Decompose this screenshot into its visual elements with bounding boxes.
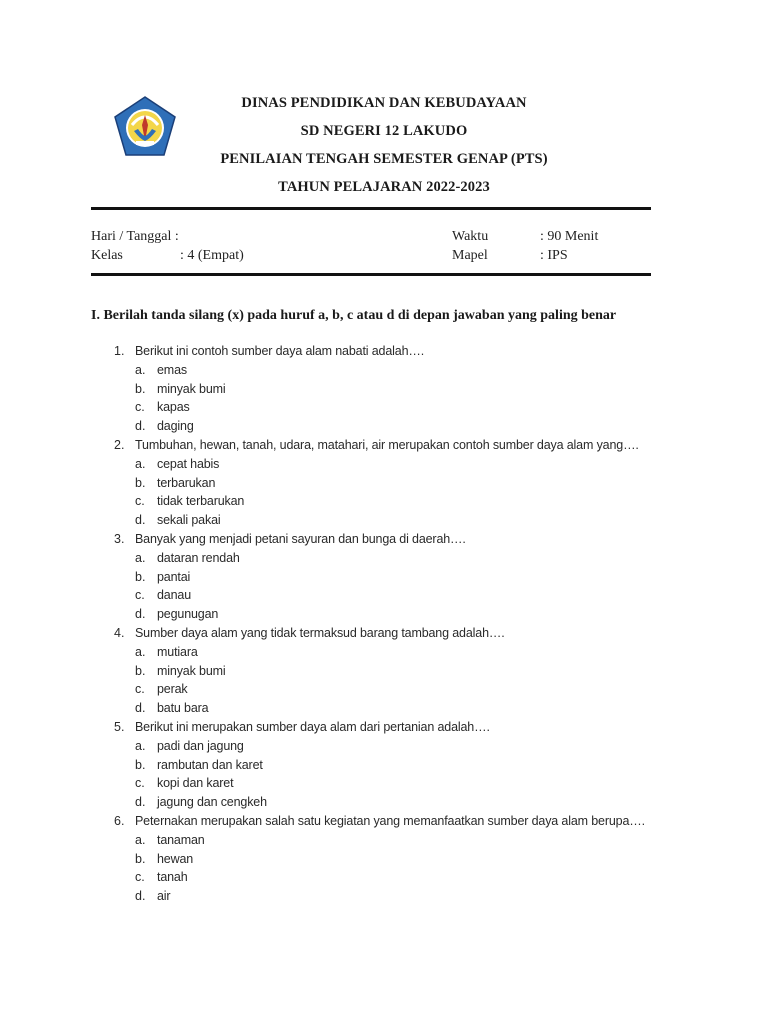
- answer-option: [0, 568, 768, 587]
- option-text: terbarukan: [157, 475, 216, 490]
- header-agency: DINAS PENDIDIKAN DAN KEBUDAYAAN: [241, 95, 527, 111]
- answer-option: [0, 380, 768, 399]
- option-letter: d.: [135, 889, 146, 904]
- subject-label: Mapel: [452, 248, 488, 263]
- question-number: 4.: [114, 625, 125, 640]
- question-item: [0, 812, 768, 831]
- answer-option: [0, 850, 768, 869]
- divider-top: [91, 207, 651, 210]
- answer-option: [0, 586, 768, 605]
- option-text: batu bara: [157, 701, 209, 716]
- option-text: mutiara: [157, 644, 198, 659]
- question-text: Berikut ini merupakan sumber daya alam dari pertanian adalah….: [135, 719, 490, 734]
- option-letter: a.: [135, 362, 146, 377]
- option-letter: c.: [135, 494, 145, 509]
- answer-option: [0, 699, 768, 718]
- answer-option: [0, 511, 768, 530]
- option-letter: b.: [135, 381, 146, 396]
- answer-option: [0, 417, 768, 436]
- option-letter: c.: [135, 400, 145, 415]
- answer-option: [0, 474, 768, 493]
- option-letter: a.: [135, 550, 146, 565]
- option-text: hewan: [157, 851, 194, 866]
- option-text: kapas: [157, 400, 190, 415]
- question-number: 1.: [114, 344, 125, 358]
- option-text: pegunugan: [157, 607, 219, 622]
- class-value: : 4 (Empat): [180, 248, 244, 263]
- option-text: pantai: [157, 569, 191, 584]
- option-text: minyak bumi: [157, 663, 226, 678]
- header-school: SD NEGERI 12 LAKUDO: [300, 123, 468, 139]
- answer-option: [0, 643, 768, 662]
- question-number: 2.: [114, 437, 125, 452]
- answer-option: [0, 887, 768, 906]
- option-letter: d.: [135, 795, 146, 810]
- answer-option: [0, 492, 768, 511]
- question-list: [0, 342, 768, 906]
- answer-option: [0, 605, 768, 624]
- answer-option: [0, 774, 768, 793]
- class-label: Kelas: [91, 248, 123, 263]
- option-text: daging: [157, 419, 194, 434]
- option-text: air: [157, 889, 171, 904]
- option-letter: d.: [135, 701, 146, 716]
- question-text: Sumber daya alam yang tidak termaksud barang tambang adalah….: [135, 625, 505, 640]
- option-text: emas: [157, 362, 187, 377]
- option-text: danau: [157, 588, 192, 603]
- option-letter: c.: [135, 682, 145, 697]
- option-letter: a.: [135, 456, 146, 471]
- option-letter: c.: [135, 588, 145, 603]
- option-letter: b.: [135, 851, 146, 866]
- answer-option: [0, 549, 768, 568]
- section-instruction: I. Berilah tanda silang (x) pada huruf a, b, c atau d di depan jawaban yang paling benar: [91, 308, 617, 323]
- option-text: tidak terbarukan: [157, 494, 245, 509]
- time-value: : 90 Menit: [540, 229, 599, 244]
- option-letter: c.: [135, 870, 145, 885]
- question-number: 5.: [114, 719, 125, 734]
- answer-option: [0, 793, 768, 812]
- answer-option: [0, 868, 768, 887]
- option-letter: a.: [135, 644, 146, 659]
- question-text: Banyak yang menjadi petani sayuran dan bunga di daerah….: [135, 531, 466, 546]
- question-text: Berikut ini contoh sumber daya alam nabati adalah….: [135, 344, 425, 358]
- option-text: sekali pakai: [157, 513, 221, 528]
- answer-option: [0, 662, 768, 681]
- question-item: [0, 624, 768, 643]
- letterhead: [0, 94, 768, 206]
- option-text: cepat habis: [157, 456, 220, 471]
- question-text: Tumbuhan, hewan, tanah, udara, matahari, air merupakan contoh sumber daya alam yang….: [135, 437, 639, 452]
- question-item: [0, 530, 768, 549]
- option-text: padi dan jagung: [157, 738, 244, 753]
- option-letter: a.: [135, 832, 146, 847]
- option-letter: d.: [135, 607, 146, 622]
- question-number: 6.: [114, 813, 125, 828]
- question-item: [0, 342, 768, 361]
- header-exam-title: PENILAIAN TENGAH SEMESTER GENAP (PTS): [220, 151, 548, 167]
- day-date-label: Hari / Tanggal :: [91, 229, 179, 244]
- option-letter: d.: [135, 513, 146, 528]
- time-label: Waktu: [452, 229, 489, 244]
- option-letter: d.: [135, 419, 146, 434]
- answer-option: [0, 737, 768, 756]
- question-item: [0, 718, 768, 737]
- question-text: Peternakan merupakan salah satu kegiatan yang memanfaatkan sumber daya alam berupa….: [135, 813, 645, 828]
- option-letter: b.: [135, 569, 146, 584]
- question-item: [0, 436, 768, 455]
- option-text: minyak bumi: [157, 381, 226, 396]
- option-letter: b.: [135, 475, 146, 490]
- answer-option: [0, 455, 768, 474]
- subject-value: : IPS: [540, 248, 568, 263]
- option-letter: b.: [135, 757, 146, 772]
- option-text: dataran rendah: [157, 550, 240, 565]
- option-text: tanah: [157, 870, 188, 885]
- header-academic-year: TAHUN PELAJARAN 2022-2023: [278, 179, 490, 195]
- question-number: 3.: [114, 531, 125, 546]
- option-text: rambutan dan karet: [157, 757, 263, 772]
- option-text: perak: [157, 682, 188, 697]
- answer-option: [0, 361, 768, 380]
- answer-option: [0, 831, 768, 850]
- option-letter: c.: [135, 776, 145, 791]
- option-text: kopi dan karet: [157, 776, 234, 791]
- option-text: tanaman: [157, 832, 205, 847]
- option-letter: a.: [135, 738, 146, 753]
- option-letter: b.: [135, 663, 146, 678]
- answer-option: [0, 398, 768, 417]
- answer-option: [0, 756, 768, 775]
- option-text: jagung dan cengkeh: [157, 795, 267, 810]
- answer-option: [0, 680, 768, 699]
- divider-bottom: [91, 273, 651, 276]
